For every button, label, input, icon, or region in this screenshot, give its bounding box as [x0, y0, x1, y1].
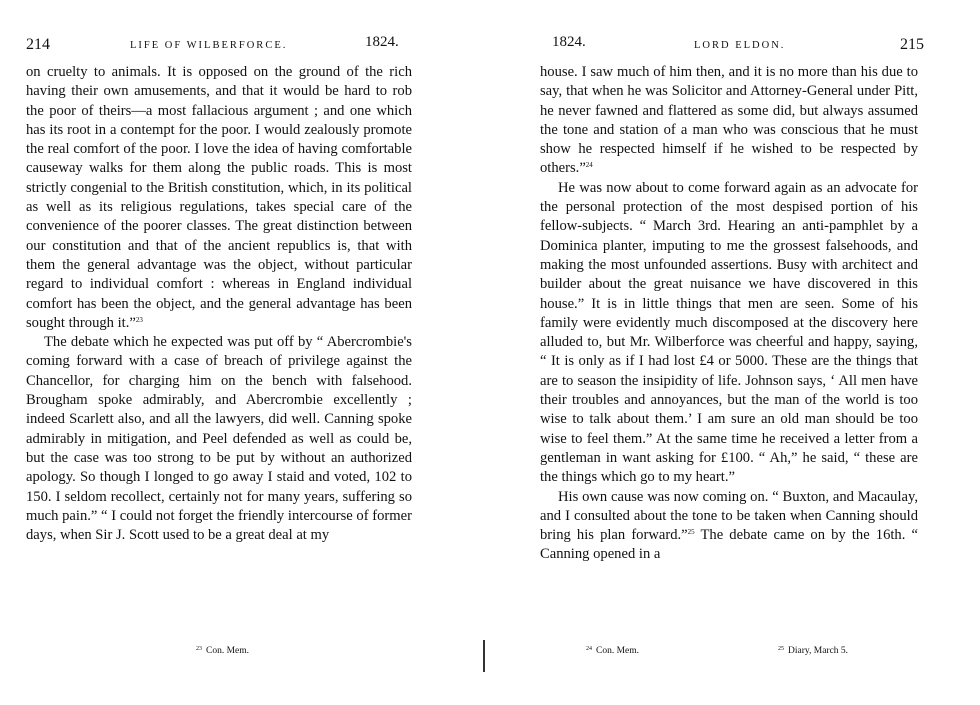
running-head: LIFE OF WILBERFORCE.: [130, 40, 288, 51]
footnote-mark: 25: [778, 646, 784, 652]
right-page-header: [490, 36, 980, 56]
footnote: [196, 646, 249, 656]
right-page: [490, 0, 980, 705]
paragraph-text: He was now about to come forward again as an advocate for the personal protection of the most despised portion of his fellow-subjects. “ March 3rd. Hearing an anti-pamphlet by a Dominica planter, imputing to me the grossest falsehoods, and making the most unfounded assertions. Busy with architect and builder about the great nuisance we have discovered in this house.” It is in little things that men are seen. Some of his family were evidently much discomposed at the discovery here alluded to, but Mr. Wilberforce was cheerful and happy, saying, “ It is only as if I had lost £4 or 5000. These are the things that are to season the insipidity of life. Johnson says, ‘ All men have their troubles and annoyances, but the man of the world is too wise to talk about them.’ I am sure an old man should be too wise to feel them.” At the same time he received a letter from a gentleman in want asking for £100. “ Ah,” he said, “ these are the things which go to my heart.”: [540, 179, 918, 486]
footnote-mark: 24: [586, 646, 592, 652]
footnote: [586, 646, 639, 656]
paragraph-text: The debate which he expected was put off by “ Abercrombie's coming forward with a case of breach of privilege against the Chancellor, for charging him on the bench with falsehood. Brougham spoke admirably, and Abercrombie excellently ; indeed Scarlett also, and all the lawyers, did well. Canning spoke admirably in mitigation, and Peel defended as well as could be, but the case was too strong to be put by without an authorized apology. So though I longed to go away I staid and voted, 102 to 150. I seldom recollect, certainly not for many years, suffering so much pain.” “ I could not forget the friendly intercourse of former days, when Sir J. Scott used to be a great deal at my: [26, 334, 412, 544]
paragraph: [540, 488, 918, 565]
footnote-text: Diary, March 5.: [788, 646, 849, 656]
paragraph: [26, 333, 412, 545]
left-page-body: [26, 63, 412, 545]
year-heading: 1824.: [552, 34, 586, 50]
page-number: 214: [26, 36, 50, 53]
running-head: LORD ELDON.: [694, 40, 786, 51]
paragraph: [540, 63, 918, 179]
paragraph: [26, 63, 412, 333]
paragraph-text: His own cause was now coming on. “ Buxton, and Macaulay, and I consulted about the tone to be taken when Canning should bring his plan forward.”: [540, 488, 918, 544]
left-page-header: [0, 36, 490, 56]
footnote-text: Con. Mem.: [206, 646, 250, 656]
right-page-body: [540, 63, 918, 565]
footnote-ref: 24: [585, 161, 593, 170]
footnote-ref: 25: [687, 528, 695, 537]
footnote-text: Con. Mem.: [596, 646, 640, 656]
year-heading: 1824.: [365, 34, 399, 50]
gutter-mark: [483, 640, 485, 672]
footnote: [778, 646, 848, 656]
paragraph-text: house. I saw much of him then, and it is no more than his due to say, that when he was Solicitor and Attorney-General under Pitt, he never fawned and flattered as some did, but always assumed the tone and station of a man who was conscious that he must show he respected himself if he wished to be respected by others.”: [540, 64, 918, 177]
footnote-mark: 23: [196, 646, 202, 652]
paragraph: [540, 179, 918, 488]
paragraph-text: on cruelty to animals. It is opposed on the ground of the rich having their own amusements, and that it would be hard to rob the poor of theirs—a most fallacious argument ; and one which has its root in a contempt for the poor. I would zealously promote the real comfort of the poor. I love the idea of having comfortable causeway walks for them along the public roads. This is most strictly congenial to the British constitution, which, in its political as well as its religious regulations, takes special care of the convenience of the poorer classes. The great distinction between our constitution and that of the ancient republics is, that with them the general advantage was the object, without particular regard to individual comfort : whereas in England individual comfort has been the object, and the general advantage has been sought through it.”: [26, 64, 412, 331]
footnote-ref: 23: [135, 315, 143, 324]
page-number: 215: [900, 36, 924, 53]
paragraph-text-tail: The debate came on by the 16th. “ Canning opened in a: [540, 527, 918, 563]
